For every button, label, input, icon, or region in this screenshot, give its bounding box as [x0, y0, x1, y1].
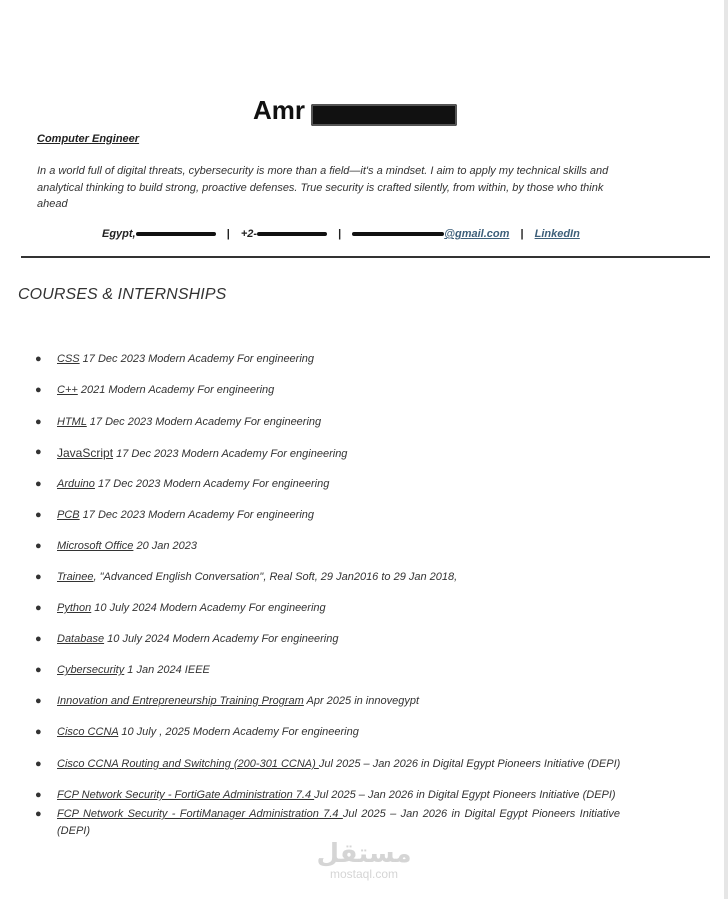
course-name: FCP Network Security - FortiManager Administration 7.4 — [57, 808, 343, 820]
bullet-icon: ● — [35, 384, 42, 396]
list-item: ● C++ 2021 Modern Academy For engineering — [35, 384, 275, 396]
list-item: ● FCP Network Security - FortiManager Administration 7.4 Jul 2025 – Jan 2026 in Digital Egypt Pioneers Initiative (DEPI) — [35, 808, 620, 837]
course-name: Database — [57, 633, 105, 645]
course-name: Microsoft Office — [57, 540, 134, 552]
watermark-latin: mostaql.com — [329, 867, 399, 881]
bullet-icon: ● — [35, 540, 42, 552]
watermark-arabic: مستقل — [316, 839, 412, 869]
bullet-icon: ● — [35, 664, 42, 676]
list-item: ● Cybersecurity 1 Jan 2024 IEEE — [35, 664, 210, 676]
list-item: ● JavaScript 17 Dec 2023 Modern Academy For engineering — [35, 446, 348, 460]
list-item: ● FCP Network Security - FortiGate Administration 7.4 Jul 2025 – Jan 2026 in Digital Egypt Pioneers Initiative (DEPI) — [35, 789, 616, 801]
course-name: Cisco CCNA — [57, 726, 119, 738]
course-name: PCB — [57, 509, 80, 521]
redacted-surname — [311, 104, 457, 126]
bullet-icon: ● — [35, 509, 42, 521]
section-title: COURSES & INTERNSHIPS — [18, 286, 227, 303]
course-name: Innovation and Entrepreneurship Training Program — [57, 695, 304, 707]
separator: | — [520, 228, 524, 240]
bullet-icon: ● — [35, 789, 42, 801]
bullet-icon: ● — [35, 726, 42, 738]
course-name: Cisco CCNA Routing and Switching (200-301 CCNA) — [57, 758, 319, 770]
course-name: C++ — [57, 384, 78, 396]
list-item: ● CSS 17 Dec 2023 Modern Academy For engineering — [35, 353, 315, 365]
first-name: Amr — [252, 95, 305, 125]
course-name: Cybersecurity — [57, 664, 125, 676]
email-link[interactable]: @gmail.com — [352, 228, 509, 240]
course-name: JavaScript — [57, 446, 114, 460]
separator: | — [338, 228, 342, 240]
contact-line — [102, 228, 580, 240]
bullet-icon: ● — [35, 633, 42, 645]
course-name: FCP Network Security - FortiGate Administration 7.4 — [57, 789, 315, 801]
bullet-icon: ● — [35, 446, 42, 458]
bullet-icon: ● — [35, 478, 42, 490]
job-title: Computer Engineer — [37, 133, 140, 145]
location: Egypt, — [102, 228, 216, 240]
course-name: Arduino — [57, 478, 95, 490]
candidate-name — [0, 95, 710, 126]
bullet-icon: ● — [35, 695, 42, 707]
watermark-logo — [0, 840, 728, 880]
bullet-icon: ● — [35, 602, 42, 614]
header-divider — [21, 256, 710, 258]
list-item: ● Microsoft Office 20 Jan 2023 — [35, 540, 198, 552]
list-item: ● Innovation and Entrepreneurship Training Program Apr 2025 in innovegypt — [35, 695, 420, 707]
list-item: ● Database 10 July 2024 Modern Academy For engineering — [35, 633, 339, 645]
course-name: HTML — [57, 416, 87, 428]
phone: +2- — [241, 228, 327, 240]
linkedin-link[interactable]: LinkedIn — [534, 228, 580, 240]
separator: | — [226, 228, 230, 240]
course-name: Trainee — [57, 571, 94, 583]
bullet-icon: ● — [35, 808, 42, 820]
bullet-icon: ● — [35, 571, 42, 583]
bullet-icon: ● — [35, 353, 42, 365]
page-edge — [724, 0, 728, 899]
course-name: Python — [57, 602, 92, 614]
list-item: ● Cisco CCNA 10 July , 2025 Modern Academy For engineering — [35, 726, 359, 738]
list-item: ● HTML 17 Dec 2023 Modern Academy For engineering — [35, 416, 322, 428]
list-item: ● Cisco CCNA Routing and Switching (200-301 CCNA) Jul 2025 – Jan 2026 in Digital Egypt Pioneers Initiative (DEPI) — [35, 758, 621, 770]
list-item: ● Python 10 July 2024 Modern Academy For engineering — [35, 602, 326, 614]
list-item: ● PCB 17 Dec 2023 Modern Academy For engineering — [35, 509, 315, 521]
bullet-icon: ● — [35, 416, 42, 428]
profile-summary: In a world full of digital threats, cybersecurity is more than a field—it's a mindset. I aim to apply my technical skills and analytical thinking to build strong, proactive defenses. True security is crafted silently, from within, by those who think ahead — [37, 165, 609, 210]
list-item: ● Trainee, "Advanced English Conversation", Real Soft, 29 Jan2016 to 29 Jan 2018, — [35, 571, 458, 583]
course-name: CSS — [57, 353, 80, 365]
bullet-icon: ● — [35, 758, 42, 770]
list-item: ● Arduino 17 Dec 2023 Modern Academy For engineering — [35, 478, 330, 490]
